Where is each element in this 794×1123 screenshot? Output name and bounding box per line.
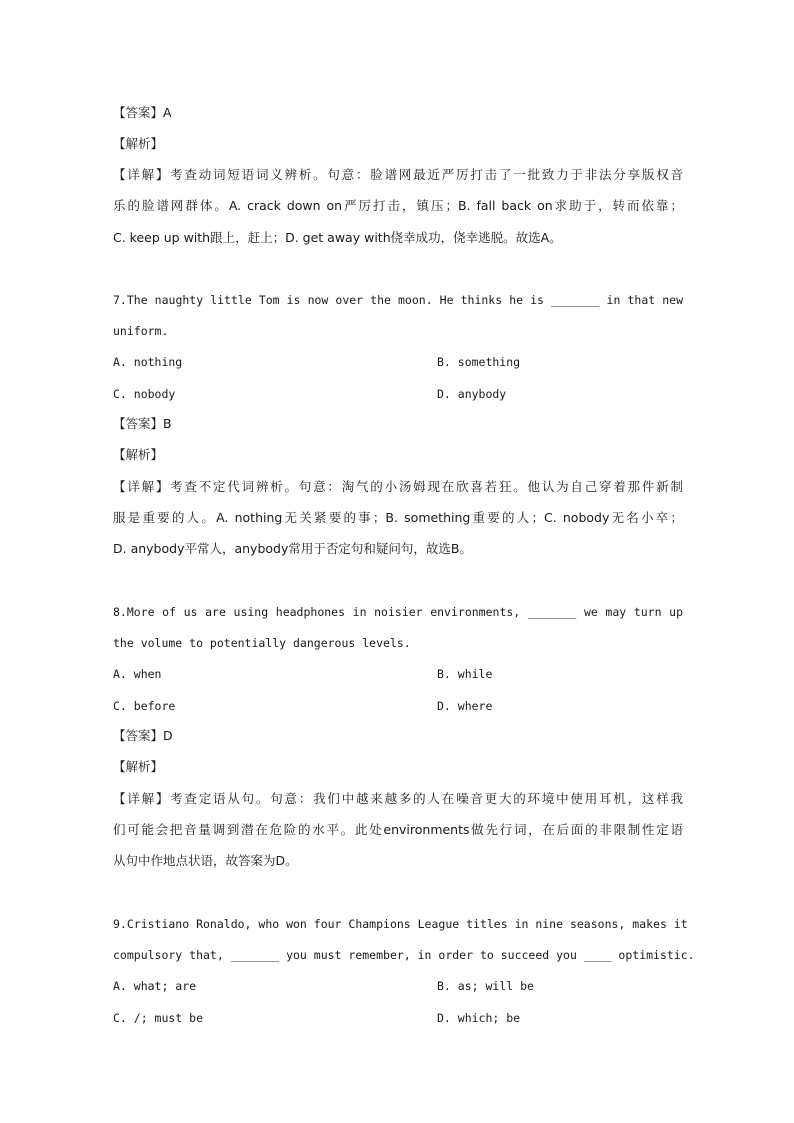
q7-stem-line-2: uniform. (113, 324, 169, 338)
q8-option-a: A. when (113, 667, 162, 681)
q6-analysis-title: 【解析】 (113, 136, 164, 151)
q7-option-b: B. something (437, 355, 521, 369)
q7-detail-line-1: 【详解】考查不定代词辨析。句意：淘气的小汤姆现在欣喜若狂。他认为自己穿着那件新制 (113, 479, 683, 494)
q6-answer: 【答案】A (113, 105, 172, 120)
q9-option-d: D. which; be (437, 1011, 521, 1025)
q6-detail-line-3: C. keep up with跟上，赶上；D. get away with侥幸成功，侥幸逃脱。故选A。 (113, 230, 562, 245)
q9-option-c: C. /; must be (113, 1011, 204, 1025)
q7-option-c: C. nobody (113, 387, 176, 401)
q8-detail-line-3: 从句中作地点状语，故答案为D。 (113, 853, 298, 868)
q8-option-c: C. before (113, 699, 176, 713)
q9-option-a: A. what; are (113, 979, 197, 993)
q7-option-a: A. nothing (113, 355, 183, 369)
q7-stem-line-1: 7.The naughty little Tom is now over the moon. He thinks he is _______ in that new (113, 293, 683, 307)
q9-option-b: B. as; will be (437, 979, 534, 993)
q7-analysis-title: 【解析】 (113, 447, 164, 462)
q8-answer: 【答案】D (113, 728, 173, 743)
q7-answer: 【答案】B (113, 416, 172, 431)
q8-stem-line-1: 8.More of us are using headphones in noisier environments, _______ we may turn up (113, 605, 683, 619)
q8-detail-line-2: 们可能会把音量调到潜在危险的水平。此处environments做先行词，在后面的非限制性定语 (113, 822, 683, 837)
q9-stem-line-1: 9.Cristiano Ronaldo, who won four Champions League titles in nine seasons, makes it (113, 917, 688, 931)
q7-detail-line-3: D. anybody平常人，anybody常用于否定句和疑问句，故选B。 (113, 541, 472, 556)
q8-option-b: B. while (437, 667, 493, 681)
q8-detail-line-1: 【详解】考查定语从句。句意：我们中越来越多的人在噪音更大的环境中使用耳机，这样我 (113, 791, 683, 806)
q7-detail-line-2: 服是重要的人。A. nothing无关紧要的事；B. something重要的人；C. nobody无名小卒； (113, 510, 683, 525)
q7-option-d: D. anybody (437, 387, 507, 401)
q8-analysis-title: 【解析】 (113, 759, 164, 774)
q6-detail-line-2: 乐的脸谱网群体。A. crack down on严厉打击，镇压；B. fall back on求助于，转而依靠； (113, 198, 683, 213)
q8-option-d: D. where (437, 699, 493, 713)
q6-detail-line-1: 【详解】考查动词短语词义辨析。句意：脸谱网最近严厉打击了一批致力于非法分享版权音 (113, 167, 683, 182)
q8-stem-line-2: the volume to potentially dangerous levels. (113, 636, 411, 650)
q9-stem-line-2: compulsory that, _______ you must remember, in order to succeed you ____ optimistic. (113, 948, 695, 962)
